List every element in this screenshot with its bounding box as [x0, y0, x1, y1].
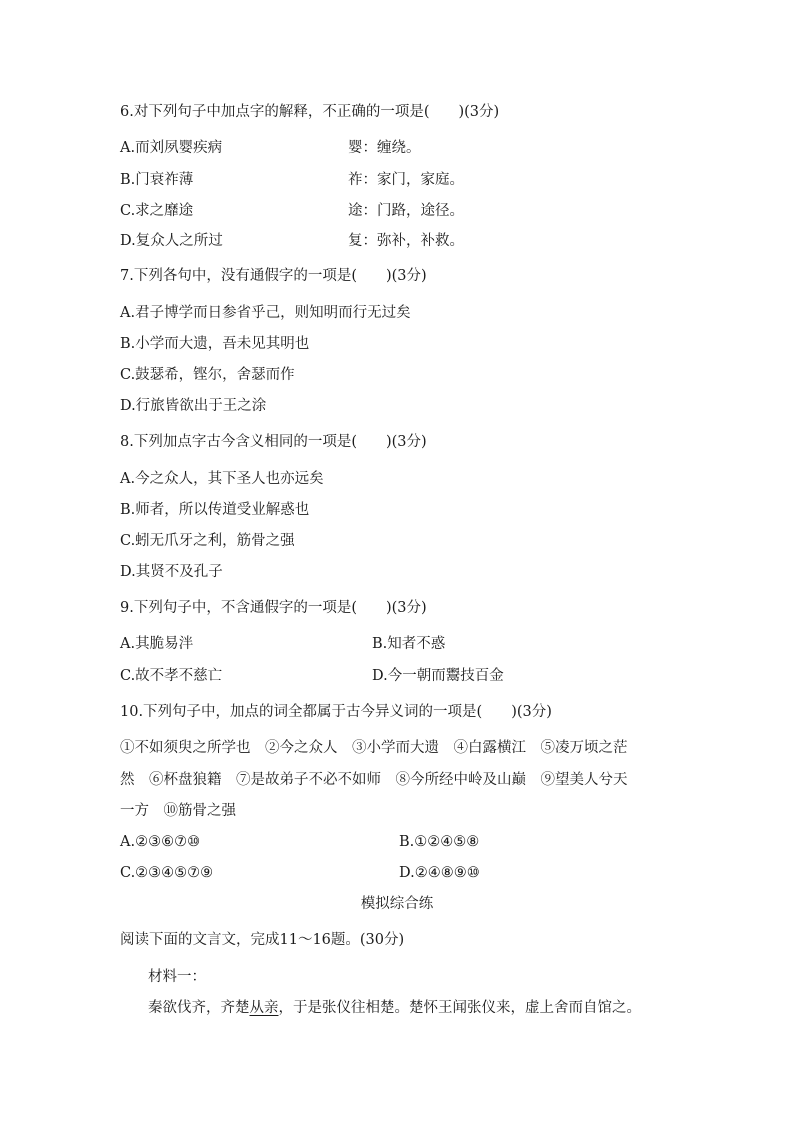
q10-option-b: B.①②④⑤⑧ [399, 834, 480, 850]
q10-stem: 10.下列句子中，加点的词全都属于古今异义词的一项是( )(3分) [120, 704, 552, 720]
q9-option-d: D.今一朝而鬻技百金 [372, 668, 504, 684]
q6-option-b: B.门衰祚薄 [120, 172, 194, 188]
q10-items-line-2: 然 ⑥杯盘狼籍 ⑦是故弟子不必不如师 ⑧今所经中岭及山巅 ⑨望美人兮天 [120, 772, 628, 788]
q10-items-line-3: 一方 ⑩筋骨之强 [120, 803, 236, 819]
q10-option-c: C.②③④⑤⑦⑨ [120, 865, 214, 881]
q10-option-d: D.②④⑧⑨⑩ [399, 865, 480, 881]
q9-option-a: A.其脆易泮 [120, 636, 194, 652]
q9-option-c: C.故不孝不慈亡 [120, 668, 223, 684]
q6-gloss-c: 途：门路，途径。 [348, 203, 464, 219]
q7-stem: 7.下列各句中，没有通假字的一项是( )(3分) [120, 268, 427, 284]
material-label: 材料一： [148, 969, 206, 985]
q6-gloss-b: 祚：家门，家庭。 [348, 172, 464, 188]
q6-gloss-d: 复：弥补，补救。 [348, 233, 464, 249]
q9-option-b: B.知者不惑 [372, 636, 446, 652]
q7-option-b: B.小学而大遗，吾未见其明也 [120, 336, 310, 352]
q8-stem: 8.下列加点字古今含义相同的一项是( )(3分) [120, 434, 427, 450]
q8-option-a: A.今之众人，其下圣人也亦远矣 [120, 471, 324, 487]
q10-option-a: A.②③⑥⑦⑩ [120, 834, 201, 850]
q6-gloss-a: 婴：缠绕。 [348, 140, 421, 156]
q9-stem: 9.下列句子中，不含通假字的一项是( )(3分) [120, 600, 427, 616]
q8-option-d: D.其贤不及孔子 [120, 564, 223, 580]
q7-option-a: A.君子博学而日参省乎己，则知明而行无过矣 [120, 305, 411, 321]
material-passage [148, 998, 641, 1018]
section-title: 模拟综合练 [360, 896, 434, 912]
q6-option-d: D.复众人之所过 [120, 233, 223, 249]
underlined-term: 从亲 [249, 1000, 279, 1016]
q7-option-d: D.行旅皆欲出于王之涂 [120, 398, 267, 414]
passage-text-start: 秦欲伐齐，齐楚 [148, 1000, 250, 1016]
q6-option-c: C.求之靡途 [120, 203, 194, 219]
q10-items-line-1: ①不如须臾之所学也 ②今之众人 ③小学而大遗 ④白露横江 ⑤凌万顷之茫 [120, 740, 628, 756]
passage-text-end: ，于是张仪往相楚。楚怀王闻张仪来，虚上舍而自馆之。 [278, 1000, 641, 1016]
q8-option-b: B.师者，所以传道受业解惑也 [120, 502, 310, 518]
q6-stem: 6.对下列句子中加点字的解释，不正确的一项是( )(3分) [120, 104, 500, 120]
q7-option-c: C.鼓瑟希，铿尔，舍瑟而作 [120, 367, 295, 383]
q8-option-c: C.蚓无爪牙之利，筋骨之强 [120, 533, 295, 549]
reading-instruction: 阅读下面的文言文，完成11～16题。(30分) [120, 932, 405, 948]
q6-option-a: A.而刘夙婴疾病 [120, 140, 223, 156]
